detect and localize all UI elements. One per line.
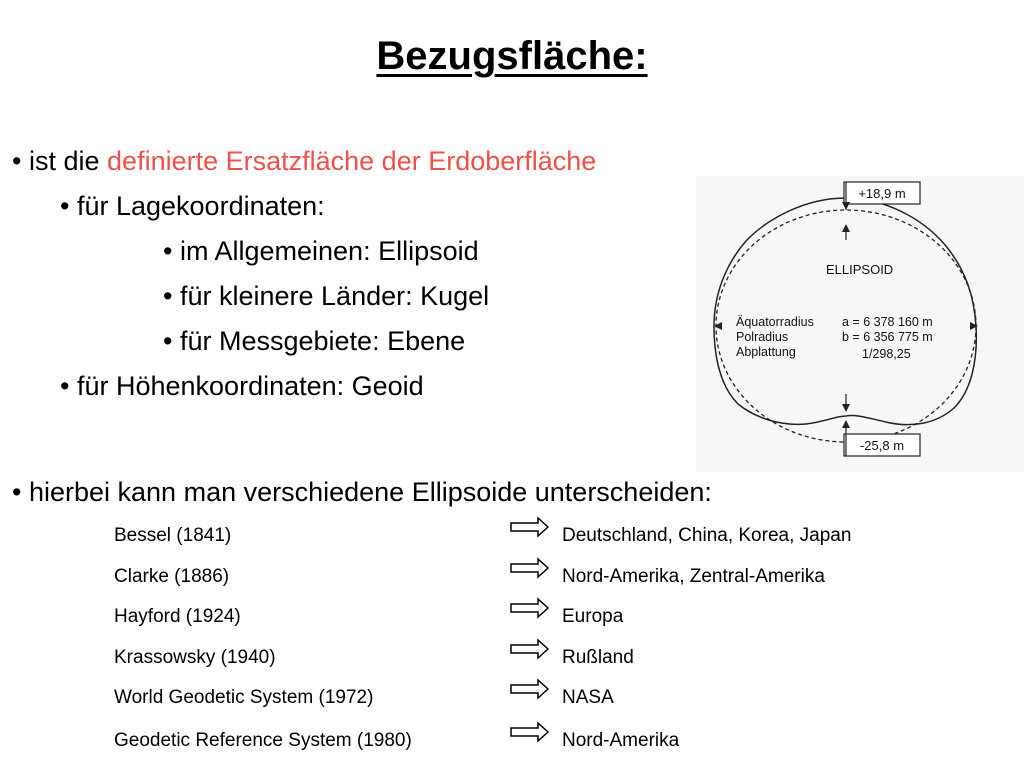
- arrow-right-icon: [510, 638, 550, 660]
- bullet-definition: • ist die definierte Ersatzfläche der Erdoberfläche: [12, 146, 597, 176]
- arrow-right-icon: [510, 557, 550, 579]
- ellipsoid-region: NASA: [562, 687, 614, 708]
- ellipsoid-name: Geodetic Reference System (1980): [114, 730, 412, 751]
- geoid-ellipsoid-figure: [696, 176, 1024, 472]
- figure-ellipsoid-label: ELLIPSOID: [826, 262, 894, 277]
- bullet-ellipsoide-intro: • hierbei kann man verschiedene Ellipsoide unterscheiden:: [12, 477, 712, 507]
- figure-top-offset: +18,9 m: [858, 186, 906, 201]
- ellipsoid-name: Hayford (1924): [114, 606, 241, 627]
- page-title: Bezugsfläche:: [376, 34, 648, 78]
- figure-param-value: a = 6 378 160 m: [842, 315, 933, 329]
- arrow-right-icon: [510, 516, 550, 538]
- figure-bottom-offset: -25,8 m: [859, 438, 905, 453]
- ellipsoid-region: Nord-Amerika: [562, 730, 680, 751]
- figure-param-label: Polradius: [736, 330, 789, 344]
- ellipsoid-region: Nord-Amerika, Zentral-Amerika: [562, 566, 825, 587]
- arrow-right-icon: [510, 597, 550, 619]
- bullet-ebene: • für Messgebiete: Ebene: [163, 326, 466, 356]
- definition-highlight: definierte Ersatzfläche der Erdoberfläche: [107, 146, 597, 176]
- ellipsoid-region: Europa: [562, 606, 624, 627]
- ellipsoid-name: Clarke (1886): [114, 566, 230, 587]
- figure-param-label: Äquatorradius: [736, 315, 814, 329]
- figure-param-label: Abplattung: [736, 345, 796, 359]
- bullet-hoehenkoordinaten: • für Höhenkoordinaten: Geoid: [60, 371, 424, 401]
- figure-param-value: 1/298,25: [862, 347, 911, 361]
- bullet-ellipsoid: • im Allgemeinen: Ellipsoid: [163, 236, 479, 266]
- ellipsoid-name: Krassowsky (1940): [114, 647, 276, 668]
- bullet-kugel: • für kleinere Länder: Kugel: [163, 281, 490, 311]
- arrow-right-icon: [510, 721, 550, 743]
- figure-param-value: b = 6 356 775 m: [842, 330, 933, 344]
- ellipsoid-region: Deutschland, China, Korea, Japan: [562, 525, 852, 546]
- bullet-lagekoordinaten: • für Lagekoordinaten:: [60, 191, 325, 221]
- ellipsoid-name: Bessel (1841): [114, 525, 232, 546]
- ellipsoid-name: World Geodetic System (1972): [114, 687, 374, 708]
- ellipsoid-region: Rußland: [562, 647, 634, 668]
- arrow-right-icon: [510, 678, 550, 700]
